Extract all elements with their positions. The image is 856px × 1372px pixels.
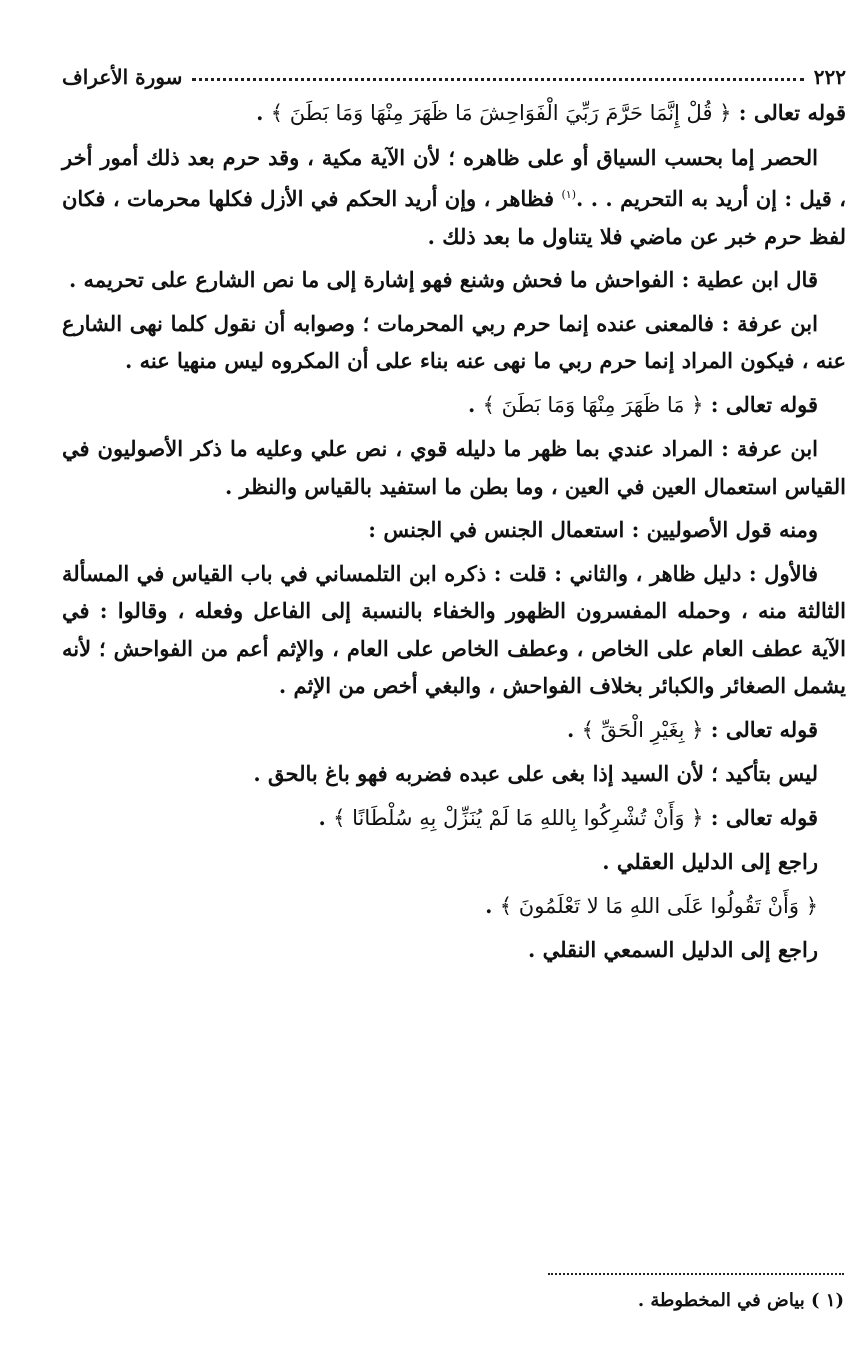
paragraph-verse-2 (62, 386, 846, 425)
verse-intro: قوله تعالى : (703, 716, 818, 742)
paragraph-naqli (62, 931, 846, 969)
punctuation: . (468, 391, 483, 417)
quran-quote: ﴿ بِغَيْرِ الْحَقِّ ﴾ (581, 717, 704, 742)
quran-quote: ﴿ وَأَنْ تَقُولُوا عَلَى اللهِ مَا لا تَعْلَمُونَ ﴾ (499, 893, 818, 918)
paragraph-verse-5 (62, 887, 846, 926)
paragraph-aqli (62, 843, 846, 881)
paragraph-text: ابن عرفة : المراد عندي بما ظهر ما دليله قوي ، نص علي وعليه ما ذكر الأصوليون في القياس استعمال العين في العين ، وما بطن ما استفيد بالقياس والنظر . (62, 436, 846, 499)
verse-intro: قوله تعالى : (703, 804, 818, 830)
paragraph-ibn-atiyya (62, 261, 846, 299)
paragraph-verse-1 (62, 94, 846, 133)
quran-quote: ﴿ قُلْ إِنَّمَا حَرَّمَ رَبِّيَ الْفَوَاحِشَ مَا ظَهَرَ مِنْهَا وَمَا بَطَنَ ﴾ (270, 101, 732, 125)
page-number: ٢٢٢ (813, 65, 846, 89)
paragraph-usuliyyin (62, 511, 846, 549)
paragraph-text: ابن عرفة : فالمعنى عنده إنما حرم ربي المحرمات ؛ وصوابه أن نقول كلما نهى الشارع عنه ، فيكون المراد إنما حرم ربي ما نهى عنه بناء على أن المكروه ليس منهيا عنه . (62, 310, 846, 373)
running-title: سورة الأعراف (62, 65, 183, 89)
paragraph-verse-4 (62, 799, 846, 838)
paragraph-first-second (62, 555, 846, 705)
paragraph-hasr (62, 139, 846, 256)
punctuation: . (318, 804, 334, 830)
paragraph-tawkid (62, 755, 846, 793)
paragraph-verse-3 (62, 711, 846, 750)
verse-intro: قوله تعالى : (731, 100, 846, 125)
paragraph-text: فالأول : دليل ظاهر ، والثاني : قلت : ذكره ابن التلمساني في باب القياس في المسألة الثالثة منه ، وحمله المفسرون الظهور والخفاء بالنسبة إلى الفاعل وفعله ، وقالوا : في الآية عطف العام على الخاص ، وعطف الخاص على العام ، والإثم أعم من الفواحش ؛ لأنه يشمل الصغائر والكبائر بخلاف الفواحش ، والبغي أخص من الإثم . (62, 560, 846, 698)
paragraph-text: قال ابن عطية : الفواحش ما فحش وشنع فهو إشارة إلى ما نص الشارع على تحريمه . (68, 267, 818, 292)
header-dotted-rule (192, 78, 803, 81)
paragraph-ibn-arafa-2 (62, 430, 846, 505)
main-text (62, 94, 846, 975)
paragraph-text: الحصر إما بحسب السياق أو على ظاهره ؛ لأن الآية مكية ، وقد حرم بعد ذلك أمور أخر ، قيل : إن أريد به التحريم . . . (62, 144, 847, 211)
quran-quote: ﴿ وَأَنْ تُشْرِكُوا بِاللهِ مَا لَمْ يُنَزِّلْ بِهِ سُلْطَانًا ﴾ (333, 805, 704, 830)
punctuation: . (256, 100, 271, 125)
footnote: (١ ) بياض في المخطوطة . (637, 1290, 844, 1311)
quran-quote: ﴿ مَا ظَهَرَ مِنْهَا وَمَا بَطَنَ ﴾ (482, 392, 704, 417)
running-header (62, 62, 846, 92)
paragraph-text: راجع إلى الدليل السمعي النقلي . (527, 937, 818, 962)
verse-intro: قوله تعالى : (703, 391, 818, 417)
punctuation: . (485, 892, 500, 918)
paragraph-text: فظاهر ، وإن أريد الحكم في الأزل فكلها محرمات ، فكان لفظ حرم خبر عن ماضي فلا يتناول ما بعد ذلك . (62, 186, 846, 249)
paragraph-ibn-arafa-1 (62, 305, 846, 380)
footnote-separator (548, 1273, 844, 1275)
footnote-marker[interactable]: (١) (561, 188, 576, 201)
paragraph-text: ومنه قول الأصوليين : استعمال الجنس في الجنس : (368, 517, 818, 542)
paragraph-text: راجع إلى الدليل العقلي . (602, 849, 818, 874)
paragraph-text: ليس بتأكيد ؛ لأن السيد إذا بغى على عبده فضربه فهو باغ بالحق . (253, 761, 818, 786)
punctuation: . (567, 716, 582, 742)
